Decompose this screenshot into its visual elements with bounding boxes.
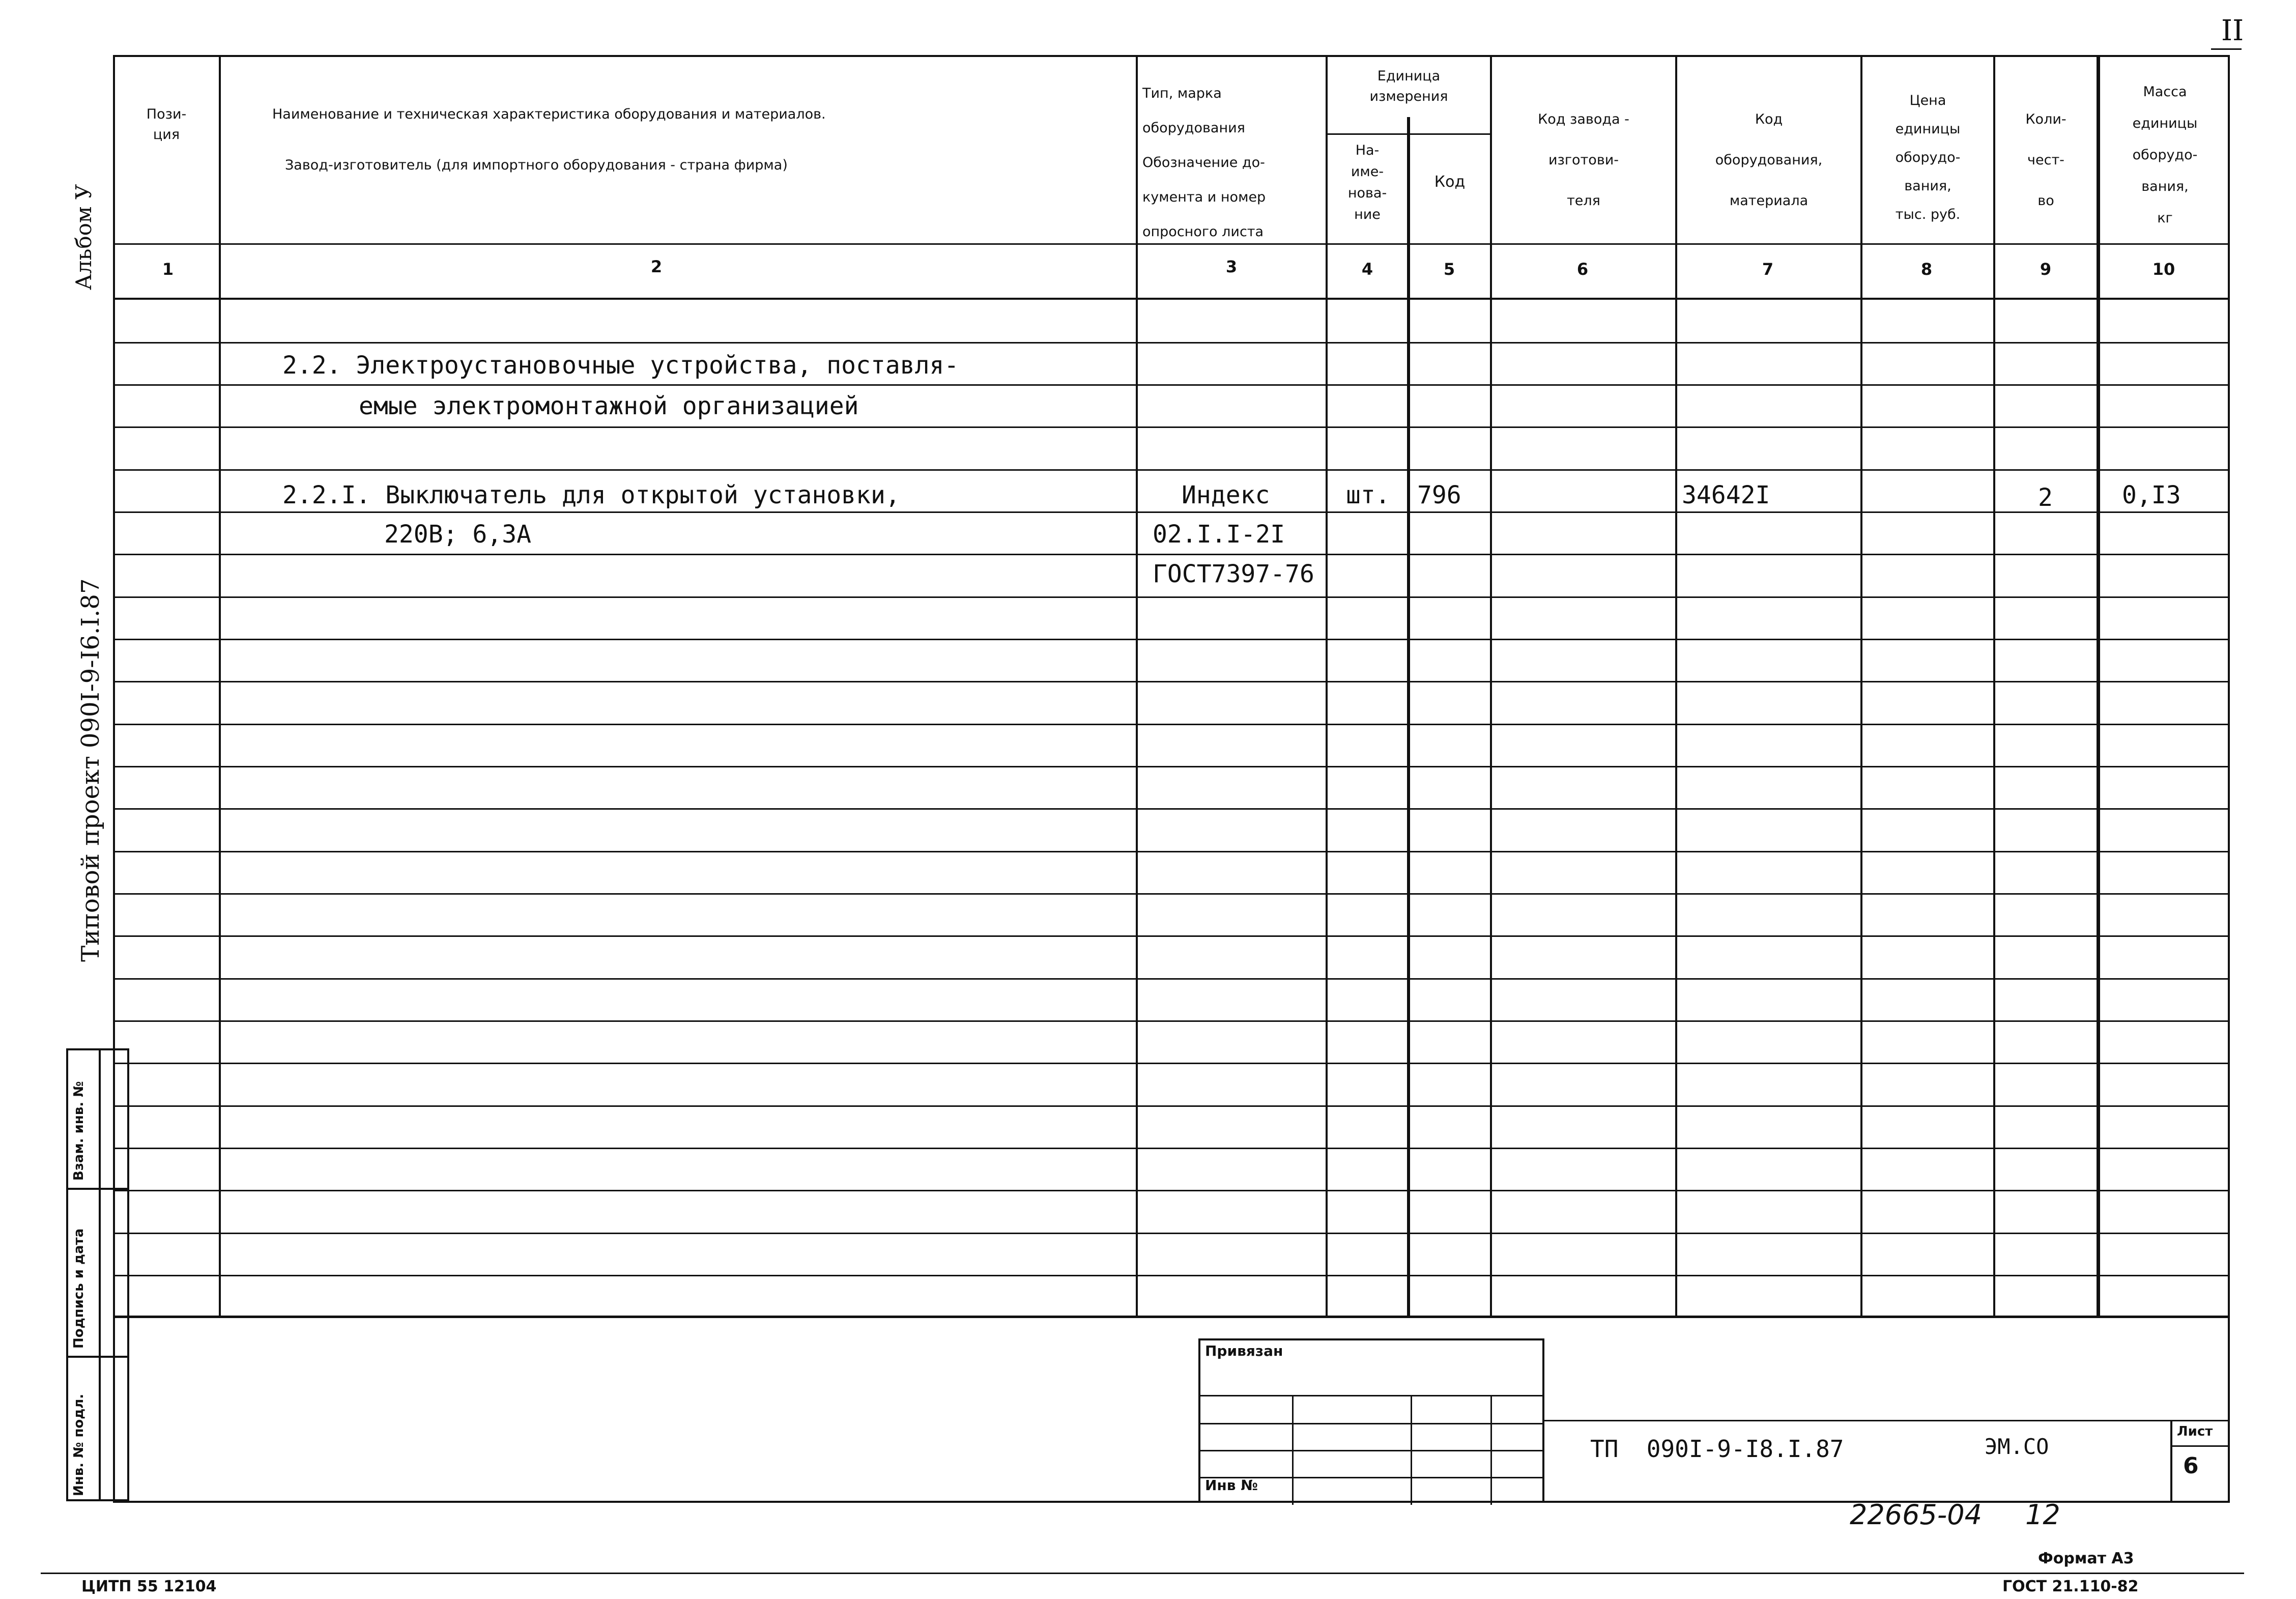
- row-line: [113, 978, 2230, 980]
- row-line: [113, 681, 2230, 682]
- header-col10: Масса единицы оборудо- вания, кг: [2132, 84, 2198, 226]
- row-line: [113, 639, 2230, 640]
- header-col2-line1: Наименование и техническая характеристика оборудования и материалов.: [272, 106, 826, 122]
- column-number-9: 9: [2040, 260, 2052, 279]
- sheet-box-left: [2170, 1420, 2172, 1503]
- row-line: [113, 1020, 2230, 1022]
- column-number-1: 1: [162, 260, 174, 279]
- item-unit: шт.: [1346, 481, 1390, 509]
- header-col7: Код оборудования, материала: [1715, 111, 1823, 209]
- row-line: [113, 1275, 2230, 1276]
- footer-rule: [41, 1573, 2244, 1574]
- col-line-7: [1860, 55, 1862, 1317]
- header-col1: Пози- ция: [146, 106, 187, 142]
- item-equipment-code: 34642I: [1682, 481, 1770, 509]
- project-label: Типовой проект 090I-9-I6.I.87: [76, 578, 105, 962]
- row-line: [113, 935, 2230, 937]
- row-line: [113, 851, 2230, 852]
- document-code: ТП 090I-9-I8.I.87: [1590, 1435, 1844, 1463]
- stamp-inv-orig-label: Инв. № подл.: [71, 1393, 87, 1496]
- item-type-line2: 02.I.I-2I: [1153, 520, 1285, 549]
- column-number-7: 7: [1762, 260, 1774, 279]
- row-line: [113, 384, 2230, 386]
- item-unit-code: 796: [1417, 481, 1461, 509]
- header-col6: Код завода - изготови- теля: [1538, 111, 1629, 209]
- row-line: [113, 342, 2230, 344]
- row-line: [113, 1233, 2230, 1234]
- unit-group-divider: [1326, 133, 1490, 135]
- page-number: II: [2221, 14, 2244, 47]
- col-line-9: [2097, 55, 2100, 1317]
- title-block-divider: [1544, 1420, 2230, 1421]
- item-description-line1: 2.2.I. Выключатель для открытой установки,: [282, 481, 900, 509]
- album-label: Альбом У: [71, 184, 96, 290]
- stamp-inv-no-label: Инв №: [1205, 1477, 1258, 1494]
- document-mark: ЭМ.СО: [1985, 1434, 2049, 1459]
- table-bottom-line: [113, 1316, 2230, 1318]
- header-col4: На- име- нова- ние: [1347, 142, 1387, 222]
- col-line-6: [1675, 55, 1677, 1317]
- column-number-divider: [113, 298, 2230, 300]
- row-line: [113, 596, 2230, 598]
- standard-code: ГОСТ 21.110-82: [2002, 1578, 2139, 1595]
- item-description-line2: 220В; 6,3А: [384, 520, 531, 549]
- col-line-2: [1136, 55, 1138, 1317]
- column-number-4: 4: [1361, 260, 1373, 279]
- row-line: [113, 511, 2230, 513]
- sheet-box-divider: [2170, 1445, 2230, 1447]
- col-line-4: [1407, 117, 1410, 1317]
- row-line: [113, 469, 2230, 471]
- column-number-3: 3: [1225, 257, 1238, 276]
- format-label: Формат А3: [2038, 1550, 2134, 1567]
- item-type-line3: ГОСТ7397-76: [1153, 560, 1314, 588]
- item-quantity: 2: [2038, 483, 2053, 512]
- row-line: [113, 1190, 2230, 1191]
- section-title-line1: 2.2. Электроустановочные устройства, поставля-: [282, 351, 959, 380]
- column-number-2: 2: [650, 257, 663, 276]
- row-line: [113, 1105, 2230, 1107]
- row-line: [113, 808, 2230, 810]
- header-col3: Тип, марка оборудования Обозначение до- кумента и номер опросного листа: [1142, 85, 1266, 240]
- item-mass: 0,I3: [2122, 481, 2181, 509]
- header-col9: Коли- чест- во: [2025, 111, 2067, 209]
- sheet-number: 6: [2183, 1453, 2199, 1479]
- header-col5: Код: [1434, 173, 1466, 191]
- header-unit-group: Единица измерения: [1369, 68, 1448, 104]
- row-line: [113, 426, 2230, 428]
- row-line: [113, 893, 2230, 895]
- row-line: [113, 724, 2230, 725]
- item-type-line1: Индекс: [1182, 481, 1270, 509]
- page-number-rule: [2211, 48, 2242, 50]
- stamp-inv-sub-label: Взам. инв. №: [71, 1081, 87, 1181]
- stamp-attached-label: Привязан: [1205, 1343, 1283, 1359]
- row-line: [113, 766, 2230, 767]
- column-number-10: 10: [2152, 260, 2175, 279]
- section-title-line2: емые электромонтажной организацией: [359, 392, 859, 420]
- row-line: [113, 1063, 2230, 1064]
- col-line-3: [1326, 55, 1328, 1317]
- col-line-8: [1993, 55, 1995, 1317]
- stamp-sign-date-label: Подпись и дата: [71, 1228, 87, 1349]
- header-col8: Цена единицы оборудо- вания, тыс. руб.: [1895, 93, 1961, 222]
- printer-code: ЦИТП 55 12104: [81, 1578, 217, 1595]
- row-line: [113, 1148, 2230, 1149]
- archive-number: 22665-04: [1850, 1499, 1982, 1531]
- col-line-1: [219, 55, 221, 1317]
- archive-sheet: 12: [2025, 1499, 2060, 1531]
- sheet-label: Лист: [2177, 1424, 2213, 1439]
- row-line: [113, 554, 2230, 555]
- column-number-6: 6: [1576, 260, 1589, 279]
- col-line-5: [1490, 55, 1492, 1317]
- column-number-8: 8: [1920, 260, 1933, 279]
- column-number-5: 5: [1443, 260, 1455, 279]
- header-col2-line2: Завод-изготовитель (для импортного оборудования - страна фирма): [285, 157, 788, 173]
